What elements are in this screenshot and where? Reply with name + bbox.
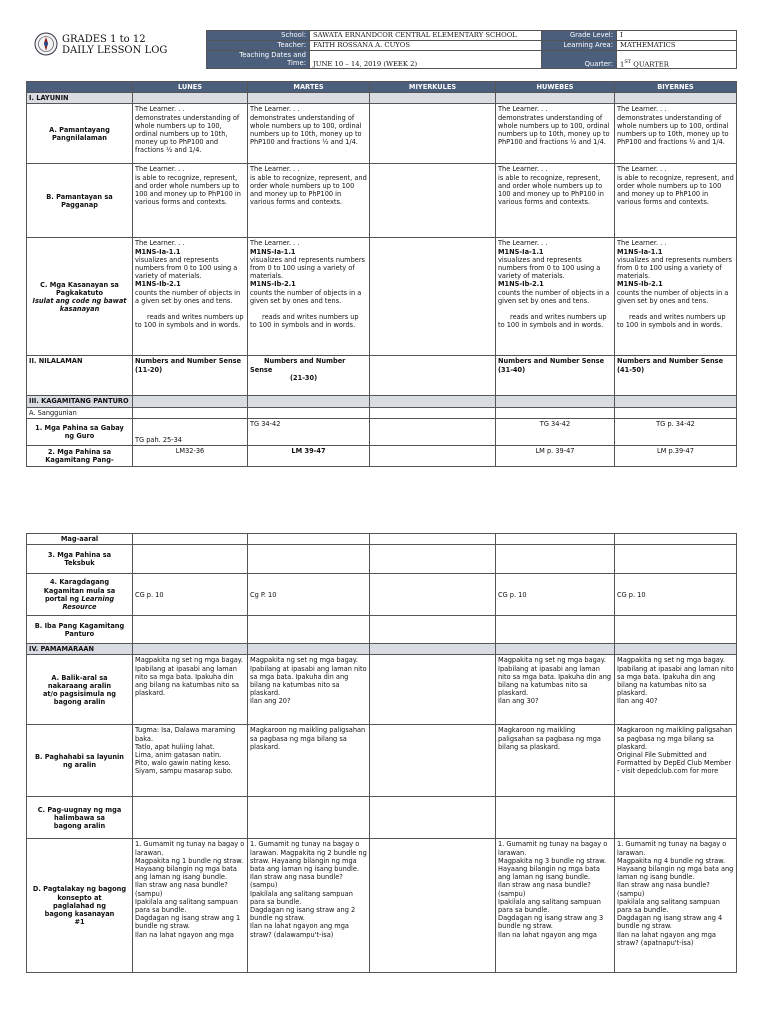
grade-value: I [617,31,737,41]
cell-nilalaman-huwebes: Numbers and Number Sense (31-40) [496,356,615,396]
area-label: Learning Area: [542,41,617,51]
section-layunin: I. LAYUNIN [27,93,133,104]
row-label-kagamitang-pang: 2. Mga Pahina sa Kagamitang Pang- [27,445,133,466]
cell-pagla-martes: 1. Gumamit ng tunay na bagay o larawan. Magpakita ng 2 bundle ng straw. Hayaang bilangin ng mga bata ang laman ng isang bundle. Ilan straw ang nasa bundle? (sampu) Ipakilala ang salitang sampuan para sa bundle. Dagdagan ng isang straw ang 2 bundle ng straw. Ilan na lahat ngayon ang mga straw? (dalawampu't-isa) [248,839,370,973]
row-label-kasanayan [27,238,133,356]
row-label-pag-uugnay: C. Pag-uugnay ng mga halimbawa sa bagong aralin [27,797,133,839]
day-header-biyernes: BIYERNES [615,82,737,93]
row-label-pamantayang-pangnilalaman: A. Pamantayang Pangnilalaman [27,104,133,164]
day-header-martes: MARTES [248,82,370,93]
kasanayan-note: Isulat ang code ng bawat kasanayan [32,296,127,314]
row-label-iba-pang-kagamitan: B. Iba Pang Kagamitang Panturo [27,616,133,644]
dates-label: Teaching Dates and Time: [207,51,310,69]
cell-b-miyerkules [370,164,496,238]
day-header-miyerkules: MIYERKULES [370,82,496,93]
cell-kag-biyernes: LM p.39-47 [615,445,737,466]
cell-kag-lunes: LM32-36 [133,445,248,466]
cell-b-lunes: The Learner. . . is able to recognize, represent, and order whole numbers up to 100 and money up to PhP100 in various forms and contexts. [133,164,248,238]
cell-gabay-lunes: TG pah. 25-34 [133,418,248,445]
cell-balik-martes: Magpakita ng set ng mga bagay. Ipabilang at ipasabi ang laman nito sa mga bata. Ipakuha din ang bilang na katumbas nito sa plaskard. Ilan ang 20? [248,655,370,725]
cell-karag-martes: Cg P. 10 [248,574,370,616]
area-value: MATHEMATICS [617,41,737,51]
cell-balik-biyernes: Magpakita ng set ng mga bagay. Ipabilang at ipasabi ang laman nito sa mga bata. Ipakuha din ang bilang na katumbas nito sa plaskard. Ilan ang 40? [615,655,737,725]
title-line-2: DAILY LESSON LOG [62,45,168,56]
quarter-suffix: ST [624,58,632,65]
cell-nilalaman-miyerkules [370,356,496,396]
cell-a-martes: The Learner. . . demonstrates understanding of whole numbers up to 100, ordinal numbers up to 10th, money up to PhP100 and fractions ½ and 1/4. [248,104,370,164]
row-label-pamantayan-sa-pagganap: B. Pamantayan sa Pagganap [27,164,133,238]
day-header-blank [27,82,133,93]
cell-a-miyerkules [370,104,496,164]
section-pamamaraan: IV. PAMAMARAAN [27,644,133,655]
cell-b-martes: The Learner. . . is able to recognize, represent, and order whole numbers up to 100 and money up to PhP100 in various forms and contexts. [248,164,370,238]
day-header-huwebes: HUWEBES [496,82,615,93]
cell-pagla-huwebes: 1. Gumamit ng tunay na bagay o larawan. Magpakita ng 3 bundle ng straw. Hayaang bilangin ng mga bata ang laman ng isang bundle. Ilan straw ang nasa bundle? (sampu) Ipakilala ang salitang sampuan para sa bundle. Dagdagan ng isang straw ang 3 bundle ng straw. Ilan na lahat ngayon ang mga [496,839,615,973]
cell-b-huwebes: The Learner. . . is able to recognize, represent, and order whole numbers up to 100 and money up to PhP100 in various forms and contexts. [496,164,615,238]
cell-c-martes: The Learner. . . M1NS-Ia-1.1 visualizes and represents numbers from 0 to 100 using a variety of materials. M1NS-Ib-2.1 counts the number of objects in a given set by ones and tens. reads and writes numbers up to 100 in symbols and in words. [248,238,370,356]
cell-pagha-huwebes: Magkaroon ng maikling paligsahan sa pagbasa ng mga bilang sa plaskard. [496,725,615,797]
quarter-value [617,51,737,69]
quarter-label: Quarter: [542,51,617,69]
kasanayan-label: C. Mga Kasanayan sa Pagkakatuto [40,280,119,297]
cell-gabay-biyernes: TG p. 34-42 [615,418,737,445]
cell-gabay-miyerkules [370,418,496,445]
cell-c-biyernes: The Learner. . . M1NS-Ia-1.1 visualizes and represents numbers from 0 to 100 using a variety of materials. M1NS-Ib-2.1 counts the number of objects in a given set by ones and tens. reads and writes numbers up to 100 in symbols and in words. [615,238,737,356]
cell-pagha-martes: Magkaroon ng maikling paligsahan sa pagbasa ng mga bilang sa plaskard. [248,725,370,797]
quarter-number: 1 [620,60,625,68]
cell-c-lunes: The Learner. . . M1NS-Ia-1.1 visualizes and represents numbers from 0 to 100 using a variety of materials. M1NS-Ib-2.1 counts the number of objects in a given set by ones and tens. reads and writes numbers up to 100 in symbols and in words. [133,238,248,356]
deped-seal [34,32,58,56]
cell-nilalaman-biyernes: Numbers and Number Sense (41-50) [615,356,737,396]
cell-karag-miyerkules [370,574,496,616]
quarter-word: QUARTER [633,60,669,68]
cell-kag-huwebes: LM p. 39-47 [496,445,615,466]
cell-c-huwebes: The Learner. . . M1NS-Ia-1.1 visualizes and represents numbers from 0 to 100 using a variety of materials. M1NS-Ib-2.1 counts the number of objects in a given set by ones and tens. reads and writes numbers up to 100 in symbols and in words. [496,238,615,356]
cell-balik-lunes: Magpakita ng set ng mga bagay. Ipabilang at ipasabi ang laman nito sa mga bata. Ipakuha din ang bilang na katumbas nito sa plaskard. [133,655,248,725]
row-label-teksbuk: 3. Mga Pahina sa Teksbuk [27,545,133,574]
log-title [62,34,167,56]
cell-b-biyernes: The Learner. . . is able to recognize, represent, and order whole numbers up to 100 and money up to PhP100 in various forms and contexts. [615,164,737,238]
cell-pagla-biyernes: 1. Gumamit ng tunay na bagay o larawan. Magpakita ng 4 bundle ng straw. Hayaang bilangin ng mga bata ang laman ng isang bundle. Ilan straw ang nasa bundle? (sampu) Ipakilala ang salitang sampuan para sa bundle. Dagdagan ng isang straw ang 4 bundle ng straw. Ilan na lahat ngayon ang mga straw? (apatnapu't-isa) [615,839,737,973]
cell-kag-miyerkules [370,445,496,466]
cell-kag-martes: LM 39-47 [248,445,370,466]
day-header-lunes: LUNES [133,82,248,93]
row-label-mag-aaral: Mag-aaral [27,534,133,545]
school-label: School: [207,31,310,41]
school-value: SAWATA ERNANDCOR CENTRAL ELEMENTARY SCHOOL [310,31,542,41]
teacher-label: Teacher: [207,41,310,51]
section-kagamitang-panturo: III. KAGAMITANG PANTURO [27,396,133,407]
cell-gabay-huwebes: TG 34-42 [496,418,615,445]
cell-balik-miyerkules [370,655,496,725]
cell-a-biyernes: The Learner. . . demonstrates understanding of whole numbers up to 100, ordinal numbers up to 10th, money up to PhP100 and fractions ½ and 1/4. [615,104,737,164]
cell-balik-huwebes: Magpakita ng set ng mga bagay. Ipabilang at ipasabi ang laman nito sa mga bata. Ipakuha din ang bilang na katumbas nito sa plaskard. Ilan ang 30? [496,655,615,725]
cell-karag-lunes: CG p. 10 [133,574,248,616]
lesson-table-page-2 [26,533,737,973]
lesson-table-page-1 [26,81,737,467]
cell-pagha-miyerkules [370,725,496,797]
cell-nilalaman-martes: Numbers and Number Sense (21-30) [248,356,370,396]
row-label-gabay-ng-guro: 1. Mga Pahina sa Gabay ng Guro [27,418,133,445]
cell-c-miyerkules [370,238,496,356]
cell-pagla-lunes: 1. Gumamit ng tunay na bagay o larawan. Magpakita ng 1 bundle ng straw. Hayaang bilangin ng mga bata ang laman ng isang bundle. Ilan straw ang nasa bundle? (sampu) Ipakilala ang salitang sampuan para sa bundle. Dagdagan ng isang straw ang 1 bundle ng straw. Ilan na lahat ngayon ang mga [133,839,248,973]
cell-pagha-lunes: Tugma: Isa, Dalawa maraming baka. Tatlo, apat huliing lahat. Lima, anim gatasan natin. Pito, walo gawin nating keso. Siyam, sampu masarap subo. [133,725,248,797]
cell-nilalaman-lunes: Numbers and Number Sense (11-20) [133,356,248,396]
row-label-pagtalakay: D. Pagtalakay ng bagong konsepto at paglalahad ng bagong kasanayan #1 [27,839,133,973]
dates-value: JUNE 10 – 14, 2019 (WEEK 2) [310,51,542,69]
row-label-karagdagang-kagamitan: 4. Karagdagang Kagamitan mula sa portal ng Learning Resource [27,574,133,616]
header-table [206,30,737,69]
cell-karag-biyernes: CG p. 10 [615,574,737,616]
row-label-nilalaman: II. NILALAMAN [27,356,133,396]
row-label-paghahabi: B. Paghahabi sa layunin ng aralin [27,725,133,797]
cell-gabay-martes: TG 34-42 [248,418,370,445]
row-label-sanggunian: A. Sanggunian [27,407,133,418]
cell-pagha-biyernes: Magkaroon ng maikling paligsahan sa pagbasa ng mga bilang sa plaskard. Original File Submitted and Formatted by DepEd Club Member - visit depedclub.com for more [615,725,737,797]
cell-a-huwebes: The Learner. . . demonstrates understanding of whole numbers up to 100, ordinal numbers up to 10th, money up to PhP100 and fractions ½ and 1/4. [496,104,615,164]
cell-pagla-miyerkules [370,839,496,973]
grade-label: Grade Level: [542,31,617,41]
cell-a-lunes: The Learner. . . demonstrates understanding of whole numbers up to 100, ordinal numbers up to 10th, money up to PhP100 and fractions ½ and 1/4. [133,104,248,164]
teacher-value: FAITH ROSSANA A. CUYOS [310,41,542,51]
title-line-1: GRADES 1 to 12 [62,34,146,45]
cell-karag-huwebes: CG p. 10 [496,574,615,616]
row-label-balik-aral: A. Balik-aral sa nakaraang aralin at/o pagsisimula ng bagong aralin [27,655,133,725]
